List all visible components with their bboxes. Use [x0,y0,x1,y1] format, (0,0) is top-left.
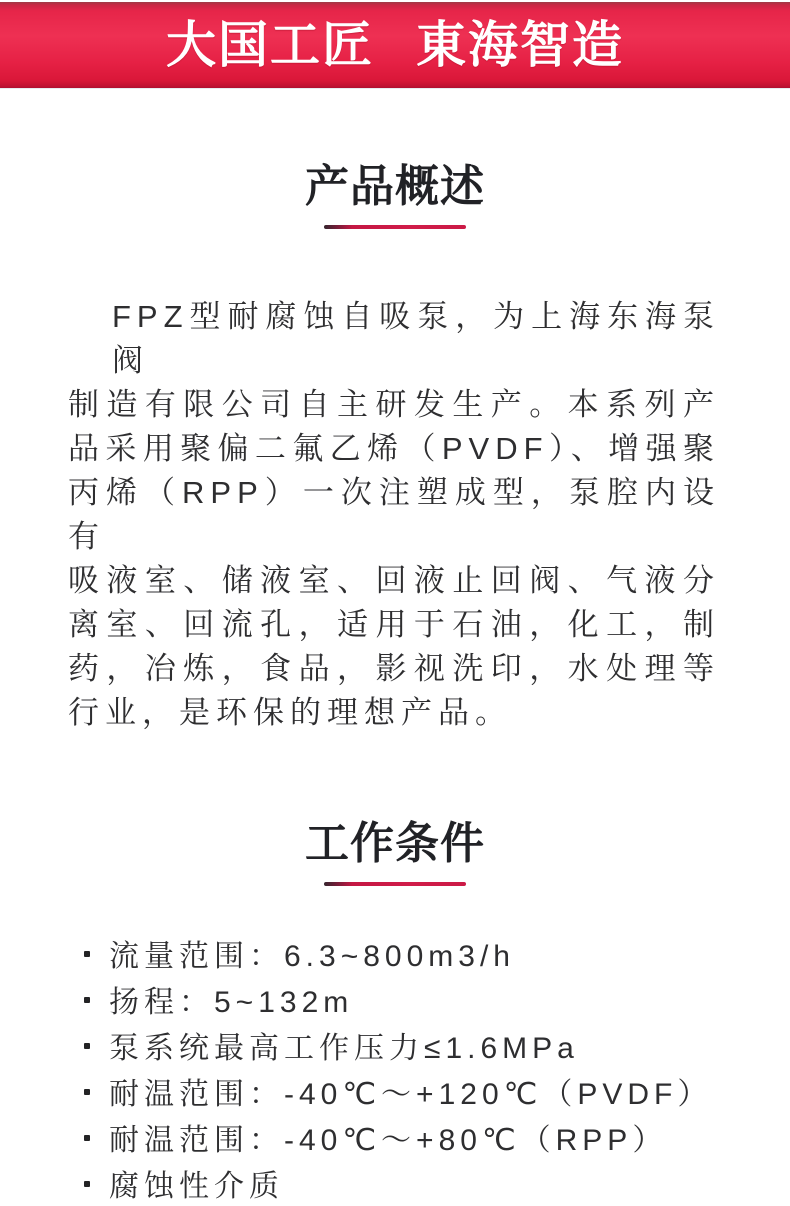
paragraph-line: FPZ型耐腐蚀自吸泵，为上海东海泵阀 [112,299,720,378]
banner [0,2,790,88]
paragraph-line: 离室、回流孔，适用于石油，化工，制 [68,607,720,642]
bullet-dot-icon [84,1135,90,1141]
banner-title: 大国工匠 東海智造 [166,17,624,73]
bullet-dot-icon [84,997,90,1003]
condition-item [84,1114,750,1160]
page [0,2,790,1203]
bullet-dot-icon [84,1181,90,1187]
condition-item [84,930,750,976]
condition-item [84,1160,750,1206]
paragraph-line: 吸液室、储液室、回液止回阀、气液分 [68,563,720,598]
condition-text: 扬程：5~132m [109,986,354,1019]
bullet-dot-icon [84,1089,90,1095]
condition-text: 腐蚀性介质 [109,1170,284,1203]
conditions-section [0,735,790,1206]
condition-text: 耐温范围：-40℃～+80℃（RPP） [109,1124,668,1157]
bullet-dot-icon [84,951,90,957]
condition-item [84,1068,750,1114]
paragraph-line: 制造有限公司自主研发生产。本系列产 [68,387,720,422]
conditions-title: 工作条件 [305,819,485,868]
overview-title: 产品概述 [305,162,485,211]
condition-item [84,1022,750,1068]
condition-text: 流量范围：6.3~800m3/h [109,940,515,973]
paragraph-line: 品采用聚偏二氟乙烯（PVDF）、增强聚 [68,431,720,466]
overview-paragraph [68,295,720,735]
paragraph-line: 丙烯（RPP）一次注塑成型，泵腔内设有 [68,475,720,554]
paragraph-line: 药，冶炼，食品，影视洗印，水处理等 [68,651,720,686]
overview-section [0,88,790,735]
overview-title-underline [324,225,466,229]
conditions-list [0,930,790,1206]
condition-text: 耐温范围：-40℃～+120℃（PVDF） [109,1078,713,1111]
condition-item [84,976,750,1022]
conditions-title-underline [324,882,466,886]
condition-text: 泵系统最高工作压力≤1.6MPa [109,1032,579,1065]
paragraph-line: 行业，是环保的理想产品。 [68,695,512,730]
bullet-dot-icon [84,1043,90,1049]
